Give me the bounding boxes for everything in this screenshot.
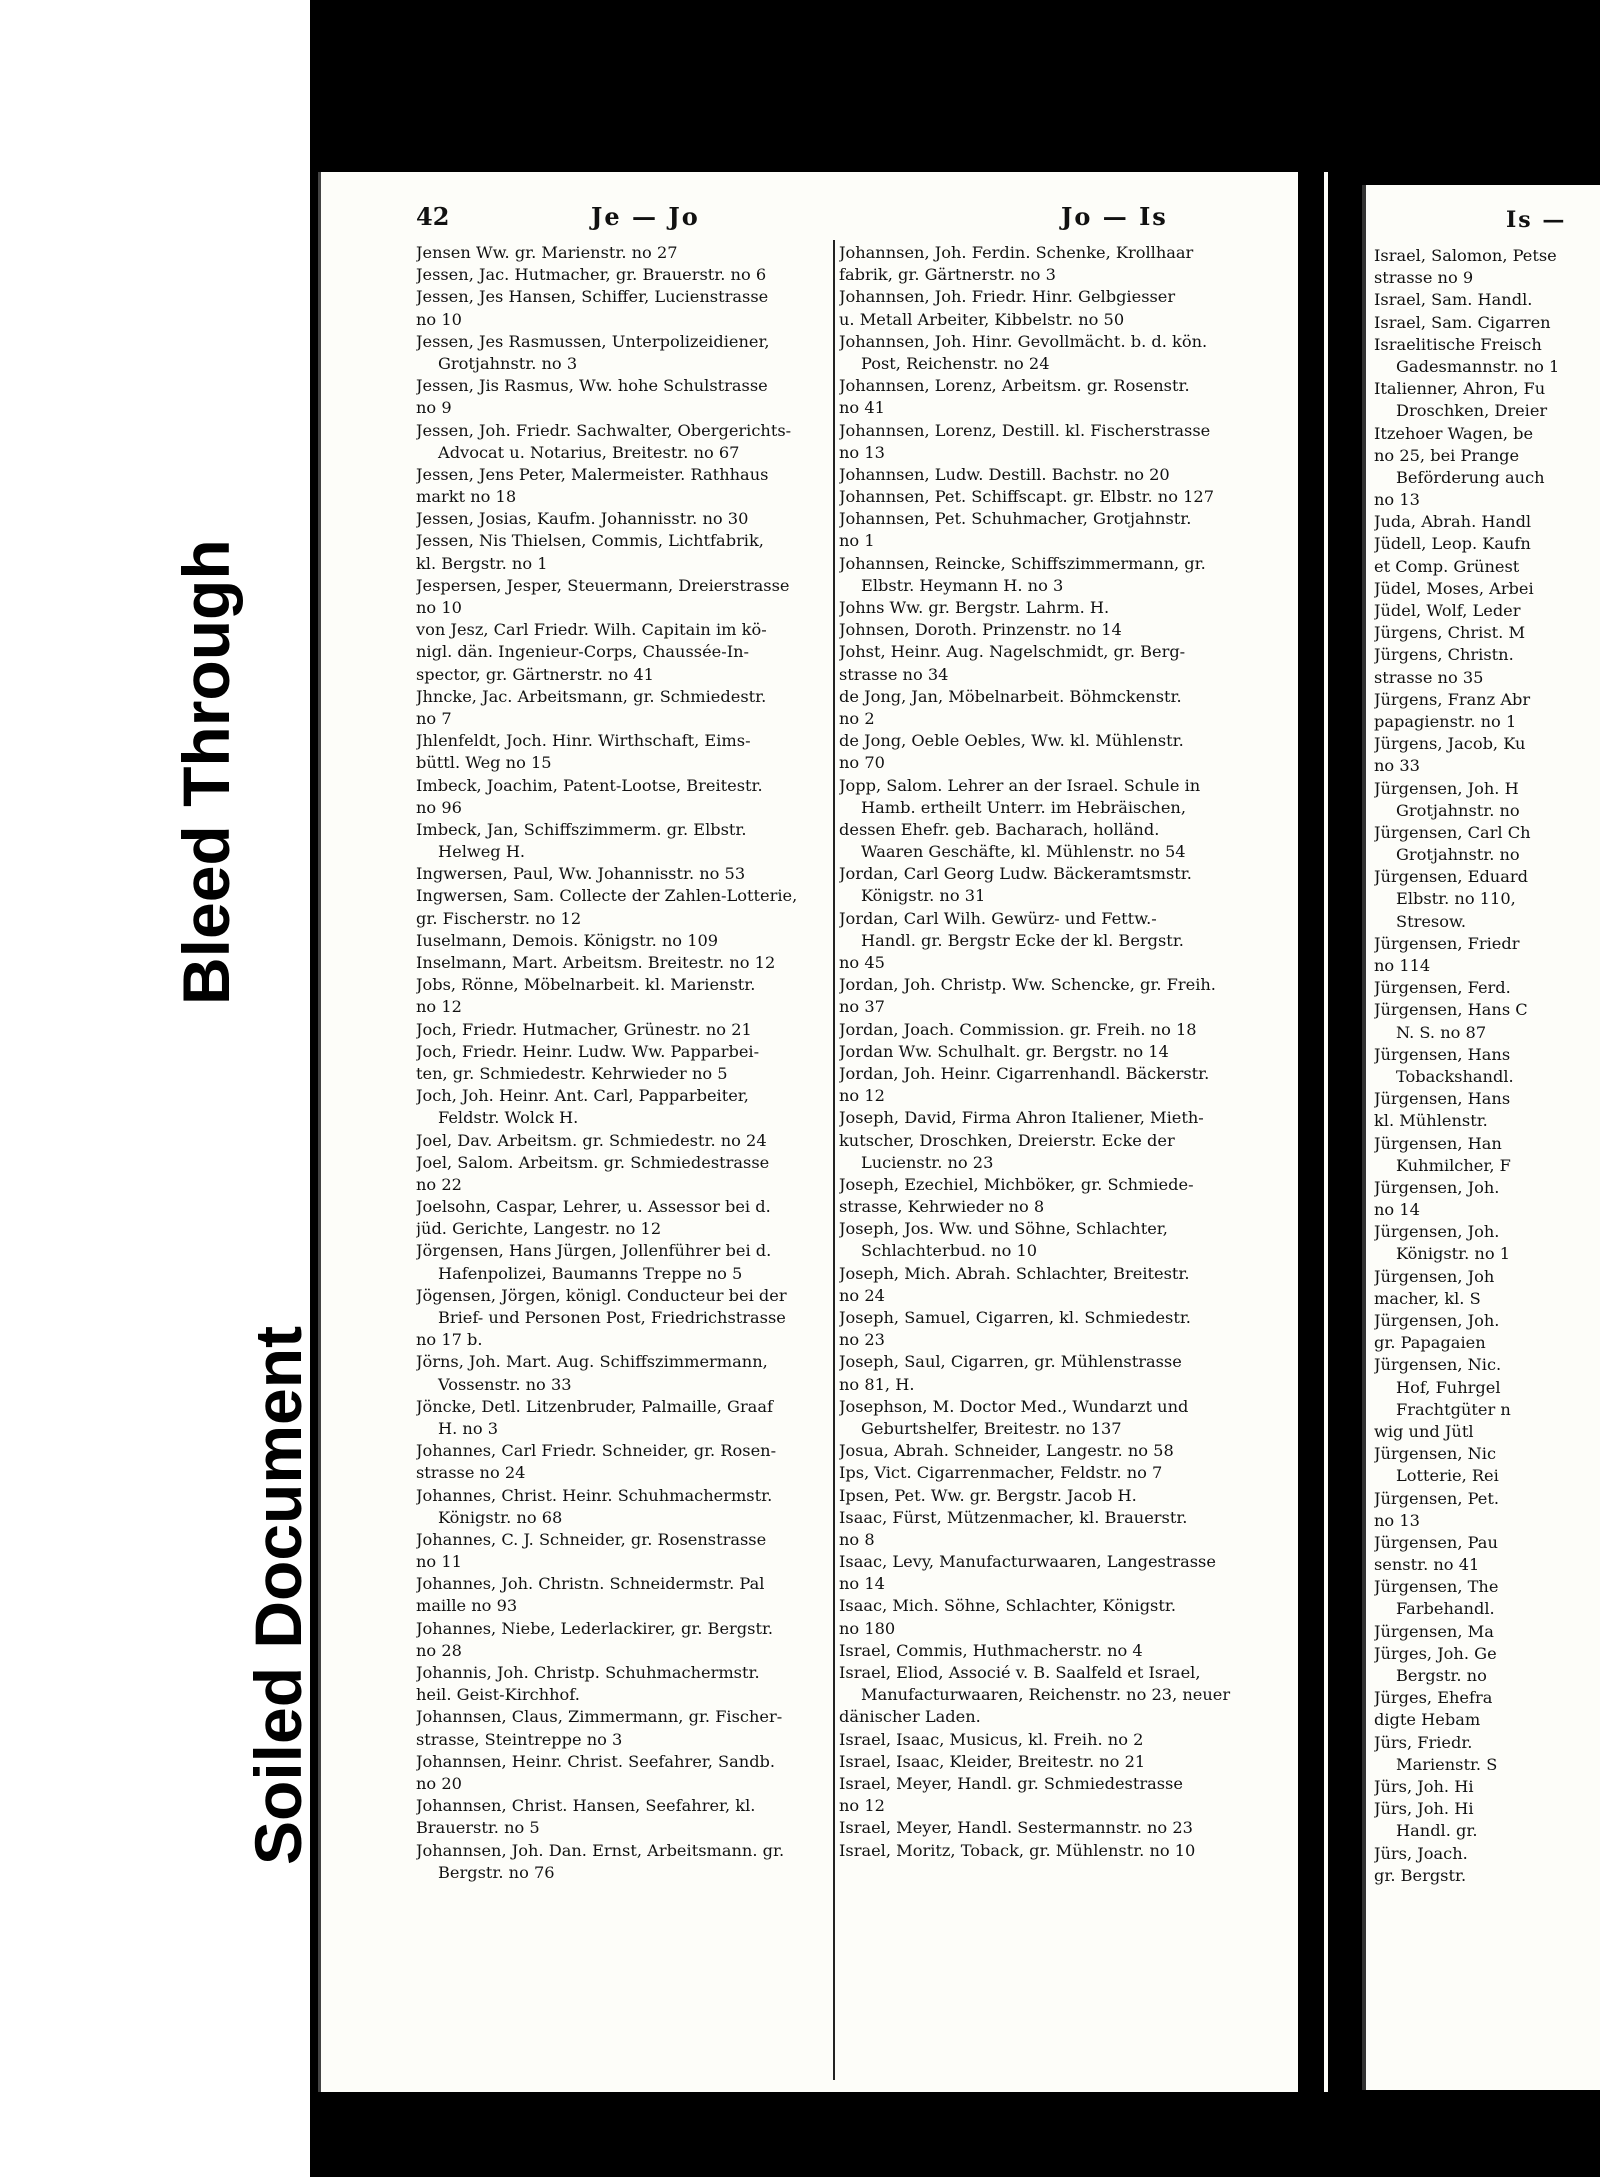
- directory-entry-line: no 45: [839, 953, 885, 972]
- directory-entry-line: no 14: [839, 1574, 885, 1594]
- directory-entry-line: Jürgensen, Hans C: [1374, 1000, 1528, 1020]
- directory-entry-line: strasse no 24: [416, 1463, 526, 1483]
- scan-border-bottom: [310, 2095, 1600, 2177]
- directory-entry-line: Jürgensen, Joh.: [1374, 1222, 1500, 1242]
- directory-entry-line: Schlachterbud. no 10: [861, 1241, 1038, 1261]
- directory-entry-line: Johannsen, Ludw. Destill. Bachstr. no 20: [839, 464, 1170, 484]
- directory-entry-line: Jürs, Joach.: [1374, 1843, 1468, 1863]
- directory-entry-line: de Jong, Jan, Möbelnarbeit. Böhmckenstr.: [839, 686, 1182, 706]
- directory-entry-line: no 8: [839, 1529, 875, 1549]
- directory-entry-line: Jensen Ww. gr. Marienstr. no 27: [416, 243, 678, 262]
- directory-entry-line: Jordan, Joh. Heinr. Cigarrenhandl. Bäckerstr.: [839, 1063, 1210, 1083]
- directory-entry-line: Isaac, Mich. Söhne, Schlachter, Königstr.: [839, 1596, 1176, 1616]
- directory-entry-line: no 11: [416, 1552, 462, 1572]
- directory-entry-line: no 10: [416, 598, 462, 617]
- directory-entry-line: Jüdel, Wolf, Leder: [1374, 601, 1521, 620]
- directory-entry-line: Droschken, Dreier: [1396, 401, 1548, 421]
- directory-entry-line: no 10: [416, 309, 462, 329]
- directory-entry-line: Israel, Sam. Cigarren: [1374, 312, 1551, 332]
- directory-entry-line: Iuselmann, Demois. Königstr. no 109: [416, 930, 719, 950]
- directory-entry-line: Jürgens, Christn.: [1374, 645, 1514, 665]
- directory-entry-line: strasse no 9: [1374, 268, 1474, 288]
- directory-entry-line: Jürgensen, Joh. H: [1374, 778, 1519, 798]
- right-page: [1362, 185, 1600, 2090]
- directory-entry-line: Stresow.: [1396, 911, 1467, 931]
- directory-entry-line: de Jong, Oeble Oebles, Ww. kl. Mühlenstr.: [839, 731, 1184, 751]
- directory-entry-line: Farbehandl.: [1396, 1599, 1495, 1619]
- directory-entry-line: Israel, Sam. Handl.: [1374, 290, 1533, 310]
- directory-entry-line: Johannes, Niebe, Lederlackirer, gr. Bergstr.: [416, 1618, 774, 1638]
- directory-entry-line: Hafenpolizei, Baumanns Treppe no 5: [438, 1263, 743, 1283]
- page-header: [321, 202, 1328, 236]
- directory-entry-line: N. S. no 87: [1396, 1022, 1487, 1042]
- directory-entry-line: kl. Mühlenstr.: [1374, 1111, 1488, 1131]
- directory-entry-line: Johannsen, Joh. Friedr. Hinr. Gelbgiesser: [839, 287, 1176, 307]
- directory-entry-line: et Comp. Grünest: [1374, 556, 1520, 576]
- directory-entry-line: Johst, Heinr. Aug. Nagelschmidt, gr. Berg-: [839, 642, 1186, 662]
- directory-entry-line: no 180: [839, 1618, 896, 1638]
- directory-entry-line: no 12: [839, 1086, 885, 1106]
- directory-entry-line: Joseph, Saul, Cigarren, gr. Mühlenstrasse: [839, 1352, 1182, 1372]
- directory-entry-line: no 1: [839, 531, 875, 551]
- directory-entry-line: Geburtshelfer, Breitestr. no 137: [861, 1418, 1122, 1438]
- directory-entry-line: Lotterie, Rei: [1396, 1466, 1499, 1486]
- directory-entry-line: Joel, Salom. Arbeitsm. gr. Schmiedestrasse: [416, 1152, 770, 1172]
- directory-entry-line: Israel, Meyer, Handl. Sestermannstr. no 23: [839, 1818, 1193, 1838]
- directory-entry-line: Israel, Isaac, Kleider, Breitestr. no 21: [839, 1751, 1146, 1771]
- directory-entry-line: Königstr. no 68: [438, 1507, 563, 1527]
- directory-entry-line: Jessen, Jes Hansen, Schiffer, Lucienstrasse: [416, 287, 769, 307]
- soiled-document-stamp: Soiled Document: [241, 1325, 315, 1865]
- directory-entry-line: Jessen, Jac. Hutmacher, gr. Brauerstr. no 6: [416, 265, 767, 285]
- directory-entry-line: no 9: [416, 398, 452, 418]
- directory-entry-line: kutscher, Droschken, Dreierstr. Ecke der: [839, 1130, 1175, 1150]
- directory-entry-line: ten, gr. Schmiedestr. Kehrwieder no 5: [416, 1063, 728, 1083]
- directory-entry-line: Johannsen, Pet. Schiffscapt. gr. Elbstr. no 127: [839, 487, 1214, 507]
- directory-entry-line: Advocat u. Notarius, Breitestr. no 67: [438, 442, 740, 462]
- directory-entry-line: no 22: [416, 1174, 462, 1194]
- directory-entry-line: Itzehoer Wagen, be: [1374, 423, 1534, 443]
- directory-entry-line: Jopp, Salom. Lehrer an der Israel. Schule in: [839, 775, 1201, 795]
- directory-entry-line: Brauerstr. no 5: [416, 1818, 540, 1838]
- directory-entry-line: no 12: [839, 1796, 885, 1816]
- directory-entry-line: strasse, Kehrwieder no 8: [839, 1197, 1045, 1217]
- directory-entry-line: Johannsen, Reincke, Schiffszimmermann, gr.: [839, 553, 1206, 573]
- book-spine-shadow: [1298, 0, 1324, 2177]
- directory-entry-line: Jürges, Ehefra: [1374, 1688, 1493, 1708]
- directory-entry-line: Vossenstr. no 33: [438, 1374, 572, 1394]
- directory-entry-line: Jordan, Joach. Commission. gr. Freih. no 18: [839, 1019, 1197, 1039]
- directory-entry-line: Jessen, Josias, Kaufm. Johannisstr. no 30: [416, 509, 749, 529]
- directory-entry-line: Jordan, Carl Georg Ludw. Bäckeramtsmstr.: [839, 864, 1192, 884]
- directory-entry-line: Jürgensen, Joh: [1374, 1266, 1495, 1286]
- directory-entry-line: Inselmann, Mart. Arbeitsm. Breitestr. no 12: [416, 953, 776, 972]
- directory-entry-line: u. Metall Arbeiter, Kibbelstr. no 50: [839, 309, 1125, 329]
- directory-entry-line: no 7: [416, 708, 452, 728]
- directory-entry-line: Grotjahnstr. no 3: [438, 353, 578, 373]
- directory-entry-line: Imbeck, Joachim, Patent-Lootse, Breitestr.: [416, 775, 763, 795]
- directory-entry-line: Joseph, Mich. Abrah. Schlachter, Breitestr.: [839, 1263, 1190, 1283]
- directory-entry-line: Jessen, Jes Rasmussen, Unterpolizeidiener,: [416, 331, 770, 351]
- directory-entry-line: Imbeck, Jan, Schiffszimmerm. gr. Elbstr.: [416, 819, 747, 839]
- directory-entry-line: Isaac, Levy, Manufacturwaaren, Langestrasse: [839, 1552, 1216, 1572]
- directory-entry-line: von Jesz, Carl Friedr. Wilh. Capitain im kö-: [416, 620, 767, 640]
- directory-entry-line: Jessen, Nis Thielsen, Commis, Lichtfabrik,: [416, 531, 764, 551]
- directory-entry-line: Johns Ww. gr. Bergstr. Lahrm. H.: [839, 598, 1110, 617]
- directory-entry-line: H. no 3: [438, 1418, 499, 1438]
- directory-entry-line: Frachtgüter n: [1396, 1399, 1511, 1419]
- directory-entry-line: Joseph, Jos. Ww. und Söhne, Schlachter,: [839, 1219, 1168, 1239]
- directory-entry-line: Johannsen, Joh. Dan. Ernst, Arbeitsmann. gr.: [416, 1840, 785, 1860]
- directory-entry-line: Johannsen, Claus, Zimmermann, gr. Fischer-: [416, 1707, 783, 1727]
- directory-entry-line: Elbstr. Heymann H. no 3: [861, 575, 1064, 595]
- directory-entry-line: no 13: [1374, 1510, 1420, 1530]
- directory-entry-line: Jürgensen, Joh.: [1374, 1177, 1500, 1197]
- directory-entry-line: Grotjahnstr. no: [1396, 845, 1520, 865]
- directory-entry-line: nigl. dän. Ingenieur-Corps, Chaussée-In-: [416, 642, 749, 662]
- directory-entry-line: Königstr. no 31: [861, 886, 986, 906]
- directory-entry-line: Manufacturwaaren, Reichenstr. no 23, neuer: [861, 1685, 1231, 1705]
- directory-entry-line: heil. Geist-Kirchhof.: [416, 1685, 580, 1705]
- directory-entry-line: papagienstr. no 1: [1374, 711, 1517, 731]
- directory-entry-line: Jögensen, Jörgen, königl. Conducteur bei der: [416, 1285, 787, 1305]
- directory-entry-line: Tobackshandl.: [1396, 1066, 1514, 1086]
- directory-entry-line: no 41: [839, 398, 885, 418]
- directory-entry-line: Grotjahnstr. no: [1396, 800, 1520, 820]
- directory-entry-line: Handl. gr.: [1396, 1821, 1478, 1841]
- directory-entry-line: Jürgens, Jacob, Ku: [1374, 734, 1526, 754]
- directory-entry-line: no 25, bei Prange: [1374, 445, 1520, 465]
- directory-entry-line: kl. Bergstr. no 1: [416, 553, 548, 573]
- directory-entry-line: Jordan Ww. Schulhalt. gr. Bergstr. no 14: [839, 1041, 1169, 1061]
- directory-entry-line: Ingwersen, Paul, Ww. Johannisstr. no 53: [416, 864, 746, 884]
- directory-entry-line: Joch, Friedr. Heinr. Ludw. Ww. Papparbei-: [416, 1041, 760, 1061]
- directory-entry-line: no 13: [839, 442, 885, 462]
- directory-entry-line: Jespersen, Jesper, Steuermann, Dreierstrasse: [416, 575, 790, 595]
- directory-entry-line: maille no 93: [416, 1596, 518, 1616]
- directory-entry-line: no 20: [416, 1773, 462, 1793]
- directory-entry-line: Post, Reichenstr. no 24: [861, 353, 1050, 373]
- directory-entry-line: Israel, Salomon, Petse: [1374, 246, 1557, 265]
- directory-entry-line: Jürgensen, Friedr: [1374, 933, 1520, 953]
- directory-entry-line: digte Hebam: [1374, 1710, 1481, 1730]
- running-head: Is —: [1506, 207, 1567, 233]
- directory-entry-line: Johannsen, Lorenz, Destill. kl. Fischerstrasse: [839, 420, 1211, 440]
- directory-entry-line: macher, kl. S: [1374, 1288, 1481, 1308]
- directory-entry-line: Jürgensen, Pau: [1374, 1532, 1498, 1552]
- directory-entry-line: Hamb. ertheilt Unterr. im Hebräischen,: [861, 797, 1186, 817]
- directory-entry-line: gr. Fischerstr. no 12: [416, 908, 582, 928]
- directory-entry-line: no 14: [1374, 1200, 1420, 1220]
- directory-entry-line: Jöncke, Detl. Litzenbruder, Palmaille, Graaf: [416, 1396, 773, 1416]
- directory-entry-line: Jessen, Jis Rasmus, Ww. hohe Schulstrasse: [416, 376, 768, 396]
- directory-entry-line: Jörns, Joh. Mart. Aug. Schiffszimmermann,: [416, 1352, 768, 1372]
- directory-entry-line: Jüdel, Moses, Arbei: [1374, 578, 1534, 598]
- directory-entry-line: Königstr. no 1: [1396, 1244, 1511, 1264]
- directory-entry-line: Jürgensen, Ma: [1374, 1621, 1494, 1641]
- directory-entry-line: Jordan, Carl Wilh. Gewürz- und Fettw.-: [839, 908, 1157, 928]
- directory-entry-line: Johannes, Christ. Heinr. Schuhmachermstr.: [416, 1485, 773, 1505]
- directory-entry-line: Jürgensen, Hans: [1374, 1044, 1511, 1064]
- directory-entry-line: no 24: [839, 1285, 885, 1305]
- directory-entry-line: Waaren Geschäfte, kl. Mühlenstr. no 54: [861, 842, 1186, 862]
- directory-entry-line: Jürgensen, Joh.: [1374, 1311, 1500, 1330]
- column-divider: [833, 240, 835, 2080]
- directory-entry-line: no 96: [416, 797, 462, 817]
- directory-entry-line: no 13: [1374, 490, 1420, 510]
- directory-entry-line: Johnsen, Doroth. Prinzenstr. no 14: [839, 620, 1122, 640]
- directory-entry-line: Israel, Commis, Huthmacherstr. no 4: [839, 1640, 1143, 1660]
- directory-entry-line: Jürgensen, Pet.: [1374, 1488, 1500, 1508]
- directory-entry-line: Joch, Friedr. Hutmacher, Grünestr. no 21: [416, 1019, 752, 1039]
- directory-entry-line: Jürgensen, The: [1374, 1577, 1499, 1597]
- directory-column-1: [416, 242, 828, 1884]
- directory-entry-line: Bergstr. no 76: [438, 1862, 555, 1882]
- directory-entry-line: Jürgensen, Han: [1374, 1133, 1502, 1153]
- directory-entry-line: Jürgensen, Nic.: [1374, 1355, 1502, 1375]
- directory-entry-line: Jürgensen, Hans: [1374, 1089, 1511, 1109]
- directory-entry-line: Jürgensen, Carl Ch: [1374, 822, 1531, 842]
- directory-entry-line: Gadesmannstr. no 1: [1396, 356, 1560, 376]
- directory-entry-line: Bergstr. no: [1396, 1666, 1487, 1685]
- directory-entry-line: Ingwersen, Sam. Collecte der Zahlen-Lotterie,: [416, 886, 798, 906]
- directory-entry-line: Jessen, Joh. Friedr. Sachwalter, Obergerichts-: [416, 420, 792, 440]
- directory-entry-line: Johannes, Carl Friedr. Schneider, gr. Rosen-: [416, 1441, 777, 1461]
- directory-entry-line: Johannis, Joh. Christp. Schuhmachermstr.: [416, 1663, 760, 1682]
- directory-entry-line: no 23: [839, 1330, 885, 1350]
- directory-entry-line: Joch, Joh. Heinr. Ant. Carl, Papparbeiter,: [416, 1086, 749, 1106]
- directory-entry-line: Italienner, Ahron, Fu: [1374, 379, 1546, 399]
- directory-entry-line: Johannsen, Joh. Hinr. Gevollmächt. b. d. kön.: [839, 331, 1208, 351]
- directory-entry-line: gr. Papagaien: [1374, 1333, 1486, 1353]
- directory-entry-line: Johannsen, Heinr. Christ. Seefahrer, Sandb.: [416, 1751, 776, 1771]
- running-head-left: Je — Jo: [591, 202, 700, 231]
- directory-entry-line: markt no 18: [416, 487, 517, 507]
- page-number: 42: [416, 202, 450, 231]
- directory-entry-line: Jürgensen, Nic: [1374, 1444, 1497, 1464]
- directory-entry-line: Jordan, Joh. Christp. Ww. Schencke, gr. Freih.: [839, 975, 1216, 995]
- directory-entry-line: Hof, Fuhrgel: [1396, 1377, 1501, 1397]
- directory-entry-line: Johannsen, Joh. Ferdin. Schenke, Krollhaar: [839, 243, 1194, 262]
- directory-column-3: [1374, 245, 1600, 1887]
- directory-entry-line: Jürgens, Christ. M: [1374, 623, 1526, 643]
- directory-entry-line: Helweg H.: [438, 842, 526, 862]
- directory-entry-line: no 37: [839, 997, 885, 1017]
- directory-entry-line: Jüdell, Leop. Kaufn: [1374, 534, 1531, 554]
- directory-entry-line: strasse, Steintreppe no 3: [416, 1729, 623, 1749]
- directory-entry-line: Ips, Vict. Cigarrenmacher, Feldstr. no 7: [839, 1463, 1163, 1483]
- directory-entry-line: Joseph, David, Firma Ahron Italiener, Mieth-: [839, 1108, 1204, 1128]
- directory-entry-line: Jörgensen, Hans Jürgen, Jollenführer bei d.: [416, 1241, 772, 1261]
- directory-entry-line: spector, gr. Gärtnerstr. no 41: [416, 664, 654, 684]
- directory-column-2: [839, 242, 1321, 1862]
- directory-entry-line: Jürs, Joh. Hi: [1374, 1776, 1474, 1796]
- directory-entry-line: fabrik, gr. Gärtnerstr. no 3: [839, 265, 1056, 285]
- directory-entry-line: dänischer Laden.: [839, 1707, 981, 1727]
- directory-entry-line: no 12: [416, 997, 462, 1017]
- directory-entry-line: no 81, H.: [839, 1374, 915, 1394]
- directory-entry-line: jüd. Gerichte, Langestr. no 12: [416, 1219, 662, 1239]
- directory-entry-line: wig und Jütl: [1374, 1421, 1474, 1441]
- directory-entry-line: Jürs, Joh. Hi: [1374, 1799, 1474, 1819]
- directory-entry-line: Josephson, M. Doctor Med., Wundarzt und: [839, 1396, 1189, 1416]
- directory-entry-line: Jürgensen, Eduard: [1374, 867, 1528, 887]
- directory-entry-line: no 70: [839, 753, 885, 773]
- directory-entry-line: Johannes, Joh. Christn. Schneidermstr. Pal: [416, 1574, 765, 1594]
- directory-entry-line: Joseph, Samuel, Cigarren, kl. Schmiedestr.: [839, 1308, 1191, 1327]
- directory-entry-line: Jhncke, Jac. Arbeitsmann, gr. Schmiedestr.: [416, 686, 767, 706]
- directory-entry-line: strasse no 34: [839, 664, 949, 684]
- directory-entry-line: Juda, Abrah. Handl: [1374, 512, 1532, 532]
- directory-entry-line: Ipsen, Pet. Ww. gr. Bergstr. Jacob H.: [839, 1485, 1137, 1505]
- directory-entry-line: no 114: [1374, 956, 1431, 975]
- directory-entry-line: Elbstr. no 110,: [1396, 889, 1516, 909]
- directory-entry-line: no 33: [1374, 756, 1420, 776]
- directory-entry-line: Johannsen, Christ. Hansen, Seefahrer, kl.: [416, 1796, 756, 1816]
- directory-entry-line: Joseph, Ezechiel, Michböker, gr. Schmiede-: [839, 1174, 1194, 1194]
- directory-entry-line: Handl. gr. Bergstr Ecke der kl. Bergstr.: [861, 930, 1184, 950]
- bleed-through-stamp: Bleed Through: [169, 539, 243, 1005]
- directory-entry-line: no 2: [839, 708, 875, 728]
- directory-entry-line: Isaac, Fürst, Mützenmacher, kl. Brauerstr.: [839, 1507, 1188, 1527]
- directory-entry-line: senstr. no 41: [1374, 1555, 1480, 1575]
- directory-entry-line: Israel, Meyer, Handl. gr. Schmiedestrasse: [839, 1773, 1183, 1793]
- directory-entry-line: Feldstr. Wolck H.: [438, 1108, 579, 1128]
- scan-border-top: [310, 0, 1600, 170]
- directory-entry-line: Joelsohn, Caspar, Lehrer, u. Assessor bei d.: [416, 1197, 771, 1217]
- directory-entry-line: Israel, Isaac, Musicus, kl. Freih. no 2: [839, 1729, 1144, 1749]
- directory-entry-line: Marienstr. S: [1396, 1754, 1498, 1774]
- directory-entry-line: Johannsen, Pet. Schuhmacher, Grotjahnstr.: [839, 509, 1192, 529]
- directory-entry-line: Jürgensen, Ferd.: [1374, 978, 1511, 998]
- directory-entry-line: büttl. Weg no 15: [416, 753, 552, 773]
- directory-entry-line: no 28: [416, 1640, 462, 1660]
- directory-entry-line: strasse no 35: [1374, 667, 1484, 687]
- directory-entry-line: Jhlenfeldt, Joch. Hinr. Wirthschaft, Eims-: [416, 731, 751, 751]
- directory-entry-line: Lucienstr. no 23: [861, 1152, 994, 1172]
- directory-entry-line: no 17 b.: [416, 1330, 483, 1350]
- running-head-right: Jo — Is: [1061, 202, 1168, 231]
- directory-entry-line: Israelitische Freisch: [1374, 334, 1542, 354]
- directory-entry-line: Kuhmilcher, F: [1396, 1155, 1511, 1175]
- directory-entry-line: Jürges, Joh. Ge: [1374, 1643, 1497, 1663]
- directory-entry-line: Israel, Eliod, Associé v. B. Saalfeld et Israel,: [839, 1663, 1201, 1682]
- directory-entry-line: Joel, Dav. Arbeitsm. gr. Schmiedestr. no 24: [416, 1130, 767, 1150]
- directory-entry-line: dessen Ehefr. geb. Bacharach, holländ.: [839, 819, 1160, 839]
- directory-entry-line: gr. Bergstr.: [1374, 1865, 1467, 1885]
- left-page: [318, 172, 1328, 2092]
- directory-entry-line: Brief- und Personen Post, Friedrichstrasse: [438, 1308, 786, 1327]
- directory-entry-line: Josua, Abrah. Schneider, Langestr. no 58: [839, 1441, 1174, 1461]
- directory-entry-line: Johannes, C. J. Schneider, gr. Rosenstrasse: [416, 1529, 767, 1549]
- directory-entry-line: Israel, Moritz, Toback, gr. Mühlenstr. no 10: [839, 1840, 1196, 1860]
- directory-entry-line: Jessen, Jens Peter, Malermeister. Rathhaus: [416, 464, 769, 484]
- directory-entry-line: Jobs, Rönne, Möbelnarbeit. kl. Marienstr.: [416, 975, 756, 995]
- directory-entry-line: Johannsen, Lorenz, Arbeitsm. gr. Rosenstr.: [839, 376, 1190, 396]
- directory-entry-line: Beförderung auch: [1396, 467, 1545, 487]
- directory-entry-line: Jürs, Friedr.: [1374, 1732, 1473, 1752]
- directory-entry-line: Jürgens, Franz Abr: [1374, 689, 1531, 709]
